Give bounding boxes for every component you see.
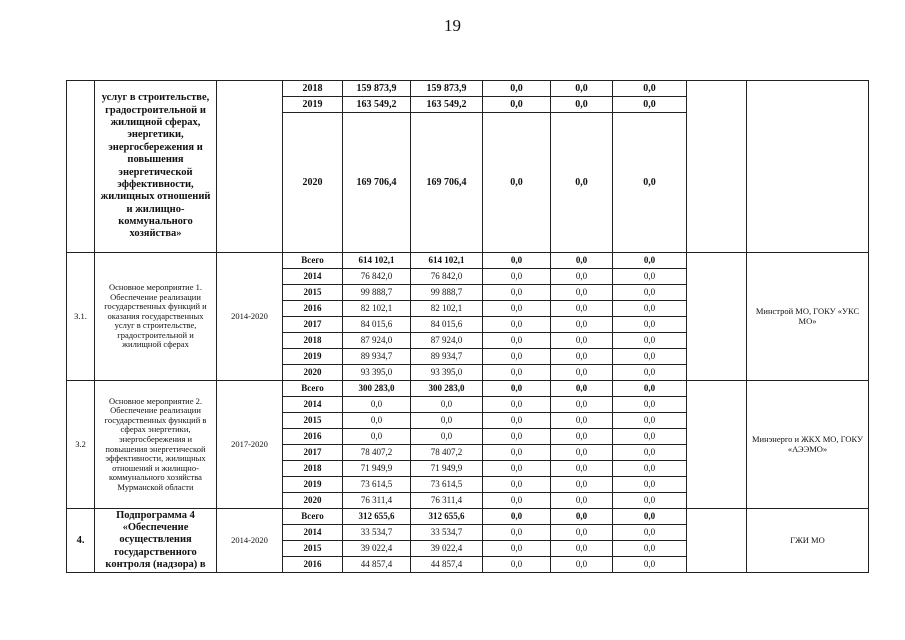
regional-cell: 76 311,4	[411, 493, 483, 509]
executor-cell	[747, 81, 869, 253]
row-number-cell: 3.2	[67, 381, 95, 509]
local-cell: 0,0	[551, 381, 613, 397]
measure-name: услуг в строительстве, градостроительной и жилищной сферах, энергетики, энергосбережения и повышения энергетической эффективности, жилищных отношений и жилищно-коммунального хозяйства»	[95, 81, 217, 253]
table-row	[67, 509, 869, 525]
total-cell: 76 842,0	[343, 269, 411, 285]
page-number: 19	[444, 16, 461, 35]
total-cell: 614 102,1	[343, 253, 411, 269]
local-cell: 0,0	[551, 557, 613, 573]
local-cell: 0,0	[551, 365, 613, 381]
blank-cell	[687, 81, 747, 253]
local-cell: 0,0	[551, 397, 613, 413]
regional-cell: 39 022,4	[411, 541, 483, 557]
period-cell: 2014-2020	[217, 509, 283, 573]
local-cell: 0,0	[551, 333, 613, 349]
federal-cell: 0,0	[483, 333, 551, 349]
period-cell: 2017-2020	[217, 381, 283, 509]
federal-cell: 0,0	[483, 301, 551, 317]
blank-cell	[687, 253, 747, 381]
federal-cell: 0,0	[483, 349, 551, 365]
year-cell: 2020	[283, 365, 343, 381]
local-cell: 0,0	[551, 509, 613, 525]
total-cell: 89 934,7	[343, 349, 411, 365]
table-row	[67, 81, 869, 97]
regional-cell: 33 534,7	[411, 525, 483, 541]
blank-cell	[687, 381, 747, 509]
local-cell: 0,0	[551, 97, 613, 113]
year-cell: 2020	[283, 113, 343, 253]
federal-cell: 0,0	[483, 445, 551, 461]
federal-cell: 0,0	[483, 509, 551, 525]
federal-cell: 0,0	[483, 493, 551, 509]
extrabudget-cell: 0,0	[613, 97, 687, 113]
regional-cell: 44 857,4	[411, 557, 483, 573]
federal-cell: 0,0	[483, 285, 551, 301]
total-cell: 0,0	[343, 397, 411, 413]
total-cell: 99 888,7	[343, 285, 411, 301]
extrabudget-cell: 0,0	[613, 317, 687, 333]
year-cell: 2018	[283, 81, 343, 97]
regional-cell: 73 614,5	[411, 477, 483, 493]
federal-cell: 0,0	[483, 253, 551, 269]
year-cell: 2019	[283, 349, 343, 365]
federal-cell: 0,0	[483, 557, 551, 573]
local-cell: 0,0	[551, 429, 613, 445]
regional-cell: 87 924,0	[411, 333, 483, 349]
federal-cell: 0,0	[483, 541, 551, 557]
total-cell: 44 857,4	[343, 557, 411, 573]
total-cell: 33 534,7	[343, 525, 411, 541]
year-cell: 2015	[283, 285, 343, 301]
regional-cell: 0,0	[411, 429, 483, 445]
regional-cell: 76 842,0	[411, 269, 483, 285]
total-cell: 87 924,0	[343, 333, 411, 349]
regional-cell: 84 015,6	[411, 317, 483, 333]
local-cell: 0,0	[551, 113, 613, 253]
extrabudget-cell: 0,0	[613, 349, 687, 365]
local-cell: 0,0	[551, 445, 613, 461]
regional-cell: 99 888,7	[411, 285, 483, 301]
total-cell: 312 655,6	[343, 509, 411, 525]
extrabudget-cell: 0,0	[613, 525, 687, 541]
measure-name: Основное мероприятие 2. Обеспечение реализации государственных функций в сферах энергетики, энергосбережения и повышения энергетической эффективности, жилищных отношений и жилищно-коммунального хозяйства Мурманской области	[95, 381, 217, 509]
year-cell: 2016	[283, 557, 343, 573]
federal-cell: 0,0	[483, 397, 551, 413]
extrabudget-cell: 0,0	[613, 81, 687, 97]
regional-cell: 82 102,1	[411, 301, 483, 317]
extrabudget-cell: 0,0	[613, 541, 687, 557]
federal-cell: 0,0	[483, 461, 551, 477]
extrabudget-cell: 0,0	[613, 493, 687, 509]
extrabudget-cell: 0,0	[613, 413, 687, 429]
regional-cell: 89 934,7	[411, 349, 483, 365]
local-cell: 0,0	[551, 493, 613, 509]
total-cell: 300 283,0	[343, 381, 411, 397]
regional-cell: 71 949,9	[411, 461, 483, 477]
local-cell: 0,0	[551, 477, 613, 493]
extrabudget-cell: 0,0	[613, 365, 687, 381]
federal-cell: 0,0	[483, 413, 551, 429]
regional-cell: 0,0	[411, 397, 483, 413]
year-cell: 2016	[283, 429, 343, 445]
extrabudget-cell: 0,0	[613, 285, 687, 301]
extrabudget-cell: 0,0	[613, 429, 687, 445]
federal-cell: 0,0	[483, 365, 551, 381]
year-cell: 2014	[283, 397, 343, 413]
blank-cell	[687, 509, 747, 573]
local-cell: 0,0	[551, 269, 613, 285]
local-cell: 0,0	[551, 349, 613, 365]
federal-cell: 0,0	[483, 81, 551, 97]
extrabudget-cell: 0,0	[613, 333, 687, 349]
period-cell: 2014-2020	[217, 253, 283, 381]
extrabudget-cell: 0,0	[613, 301, 687, 317]
year-cell: Всего	[283, 253, 343, 269]
local-cell: 0,0	[551, 541, 613, 557]
total-cell: 93 395,0	[343, 365, 411, 381]
total-cell: 0,0	[343, 429, 411, 445]
year-cell: 2020	[283, 493, 343, 509]
total-cell: 82 102,1	[343, 301, 411, 317]
federal-cell: 0,0	[483, 97, 551, 113]
total-cell: 169 706,4	[343, 113, 411, 253]
year-cell: 2016	[283, 301, 343, 317]
regional-cell: 78 407,2	[411, 445, 483, 461]
year-cell: 2019	[283, 97, 343, 113]
regional-cell: 93 395,0	[411, 365, 483, 381]
local-cell: 0,0	[551, 253, 613, 269]
executor-cell: ГЖИ МО	[747, 509, 869, 573]
total-cell: 159 873,9	[343, 81, 411, 97]
federal-cell: 0,0	[483, 113, 551, 253]
extrabudget-cell: 0,0	[613, 477, 687, 493]
regional-cell: 312 655,6	[411, 509, 483, 525]
regional-cell: 614 102,1	[411, 253, 483, 269]
extrabudget-cell: 0,0	[613, 253, 687, 269]
total-cell: 73 614,5	[343, 477, 411, 493]
total-cell: 76 311,4	[343, 493, 411, 509]
extrabudget-cell: 0,0	[613, 269, 687, 285]
local-cell: 0,0	[551, 317, 613, 333]
year-cell: 2017	[283, 317, 343, 333]
federal-cell: 0,0	[483, 317, 551, 333]
year-cell: Всего	[283, 381, 343, 397]
extrabudget-cell: 0,0	[613, 557, 687, 573]
regional-cell: 163 549,2	[411, 97, 483, 113]
federal-cell: 0,0	[483, 525, 551, 541]
regional-cell: 169 706,4	[411, 113, 483, 253]
extrabudget-cell: 0,0	[613, 381, 687, 397]
federal-cell: 0,0	[483, 381, 551, 397]
total-cell: 84 015,6	[343, 317, 411, 333]
extrabudget-cell: 0,0	[613, 509, 687, 525]
year-cell: 2014	[283, 525, 343, 541]
extrabudget-cell: 0,0	[613, 461, 687, 477]
total-cell: 0,0	[343, 413, 411, 429]
year-cell: 2017	[283, 445, 343, 461]
year-cell: 2019	[283, 477, 343, 493]
local-cell: 0,0	[551, 81, 613, 97]
local-cell: 0,0	[551, 301, 613, 317]
total-cell: 78 407,2	[343, 445, 411, 461]
row-number-cell: 3.1.	[67, 253, 95, 381]
total-cell: 71 949,9	[343, 461, 411, 477]
extrabudget-cell: 0,0	[613, 113, 687, 253]
measure-name: Основное мероприятие 1. Обеспечение реализации государственных функций и оказания государственных услуг в строительстве, градостроительной и жилищной сферах	[95, 253, 217, 381]
measure-name: Подпрограмма 4 «Обеспечение осуществления государственного контроля (надзора) в	[95, 509, 217, 573]
table-row	[67, 253, 869, 269]
regional-cell: 0,0	[411, 413, 483, 429]
total-cell: 39 022,4	[343, 541, 411, 557]
year-cell: 2014	[283, 269, 343, 285]
local-cell: 0,0	[551, 461, 613, 477]
federal-cell: 0,0	[483, 269, 551, 285]
period-cell	[217, 81, 283, 253]
extrabudget-cell: 0,0	[613, 445, 687, 461]
regional-cell: 159 873,9	[411, 81, 483, 97]
local-cell: 0,0	[551, 525, 613, 541]
local-cell: 0,0	[551, 413, 613, 429]
program-table	[66, 80, 869, 573]
table-row	[67, 381, 869, 397]
year-cell: 2015	[283, 541, 343, 557]
year-cell: 2018	[283, 333, 343, 349]
extrabudget-cell: 0,0	[613, 397, 687, 413]
federal-cell: 0,0	[483, 477, 551, 493]
federal-cell: 0,0	[483, 429, 551, 445]
regional-cell: 300 283,0	[411, 381, 483, 397]
executor-cell: Минэнерго и ЖКХ МО, ГОКУ «АЭЭМО»	[747, 381, 869, 509]
total-cell: 163 549,2	[343, 97, 411, 113]
year-cell: 2018	[283, 461, 343, 477]
year-cell: Всего	[283, 509, 343, 525]
row-number-cell	[67, 81, 95, 253]
year-cell: 2015	[283, 413, 343, 429]
row-number-cell: 4.	[67, 509, 95, 573]
executor-cell: Минстрой МО, ГОКУ «УКС МО»	[747, 253, 869, 381]
local-cell: 0,0	[551, 285, 613, 301]
